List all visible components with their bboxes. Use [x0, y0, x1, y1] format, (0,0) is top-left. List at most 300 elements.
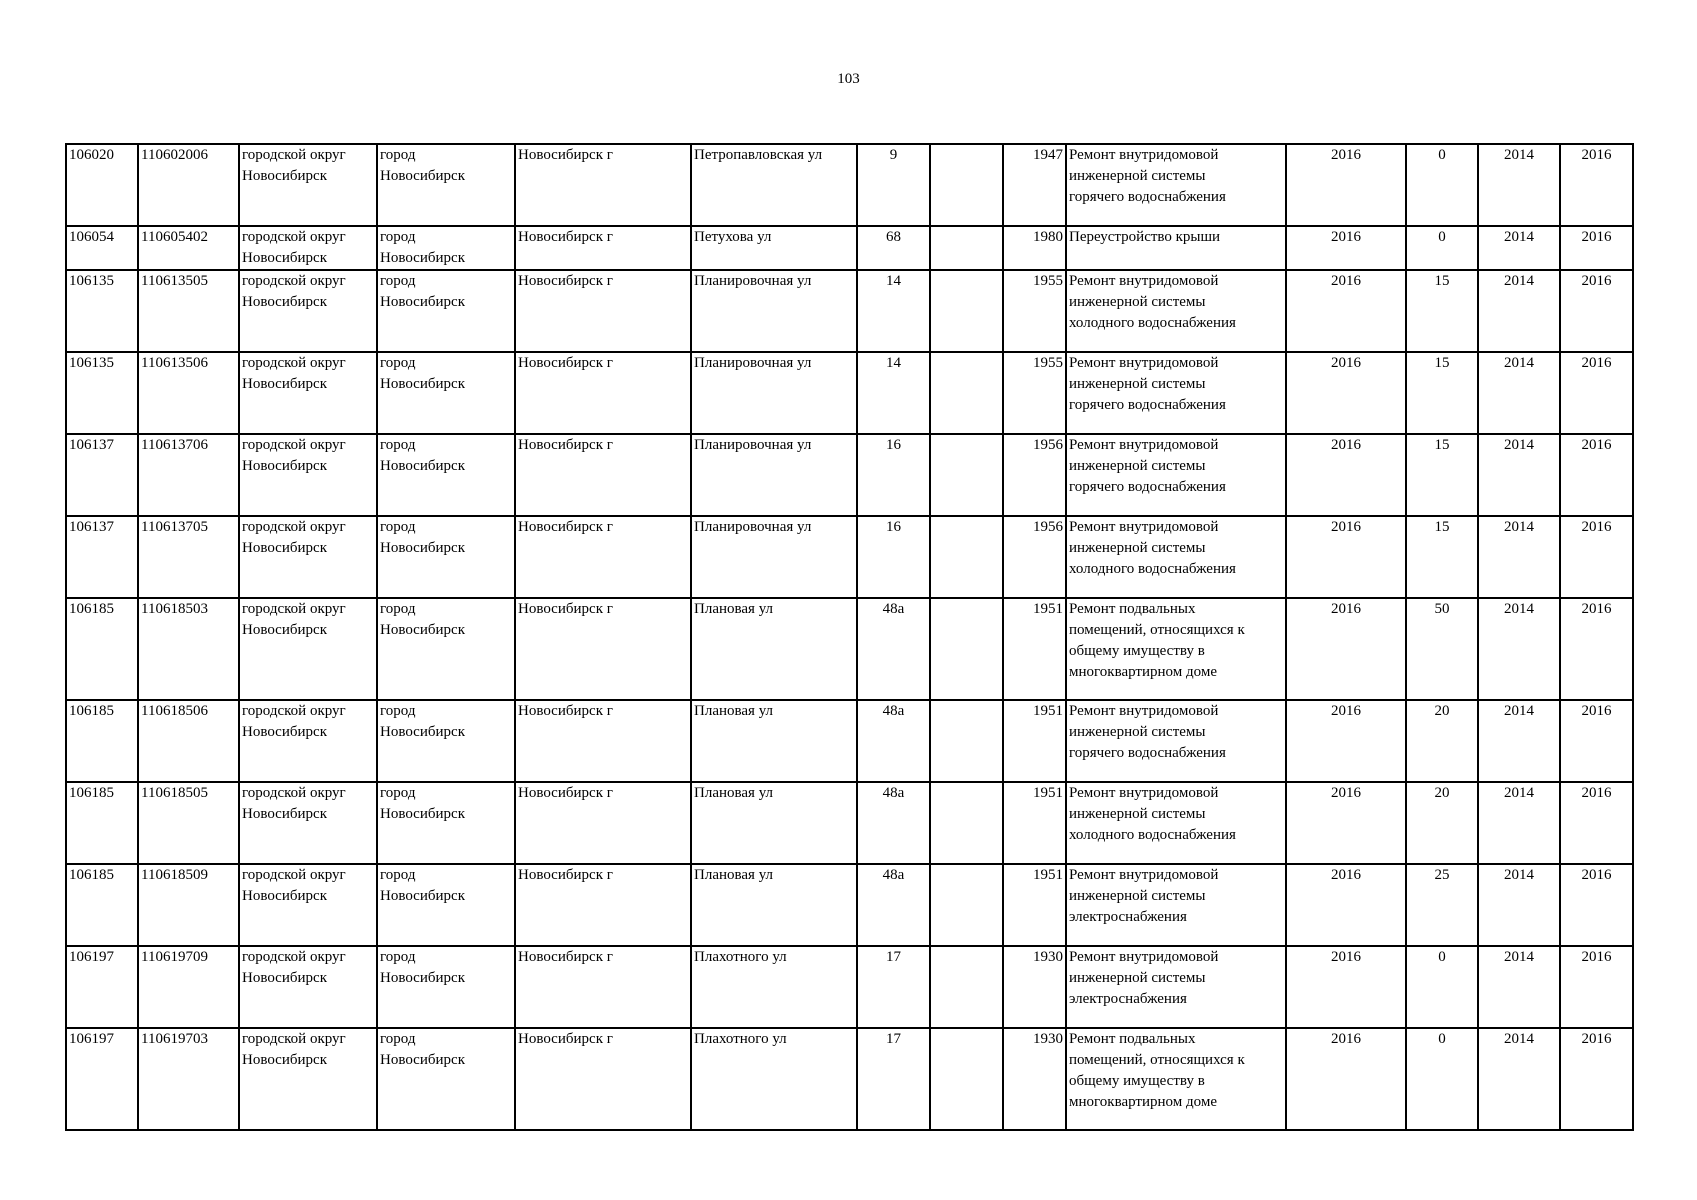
- house-id-cell: [66, 946, 138, 1028]
- cell-text: Ремонт внутридомовой: [1069, 273, 1219, 289]
- cell-text: Новосибирск: [242, 250, 327, 266]
- cell-text: 15: [1434, 519, 1450, 535]
- cell-text: 50: [1434, 601, 1450, 617]
- cell-text: инженерной системы: [1069, 458, 1206, 474]
- cell-text: 2016: [1581, 1031, 1612, 1047]
- district-cell: [239, 1028, 377, 1130]
- cell-text: Новосибирск г: [518, 867, 613, 883]
- element-id-cell: [138, 144, 239, 226]
- cell-text: 25: [1434, 867, 1450, 883]
- year-to-cell: [1560, 516, 1633, 598]
- house-number-cell: [857, 864, 930, 946]
- cell-text: 48а: [882, 703, 905, 719]
- work-type-cell: [1066, 1028, 1286, 1130]
- house-number-cell: [857, 782, 930, 864]
- building-cell: [930, 864, 1003, 946]
- building-cell: [930, 598, 1003, 700]
- cell-text: Новосибирск: [380, 724, 465, 740]
- work-type-cell: [1066, 700, 1286, 782]
- cell-text: Новосибирск: [242, 1052, 327, 1068]
- cell-text: 106054: [69, 229, 114, 245]
- cell-text: город: [380, 785, 416, 801]
- year-built-cell: [1003, 1028, 1066, 1130]
- cell-text: 48а: [882, 867, 905, 883]
- wear-cell: [1406, 226, 1478, 270]
- house-number-cell: [857, 700, 930, 782]
- cell-text: 2016: [1331, 601, 1361, 617]
- cell-text: городской округ: [242, 437, 346, 453]
- plan-year-cell: [1286, 1028, 1406, 1130]
- cell-text: город: [380, 601, 416, 617]
- cell-text: 1951: [1033, 601, 1063, 617]
- cell-text: город: [380, 703, 416, 719]
- cell-text: городской округ: [242, 867, 346, 883]
- cell-text: Ремонт подвальных: [1069, 1031, 1196, 1047]
- year-built-cell: [1003, 700, 1066, 782]
- cell-text: 2014: [1504, 229, 1534, 245]
- cell-text: Планировочная ул: [694, 273, 812, 289]
- cell-text: общему имуществу в: [1069, 643, 1205, 659]
- house-id-cell: [66, 434, 138, 516]
- year-built-cell: [1003, 352, 1066, 434]
- city-cell: [515, 270, 691, 352]
- house-number-cell: [857, 598, 930, 700]
- house-id-cell: [66, 352, 138, 434]
- cell-text: Новосибирск г: [518, 229, 613, 245]
- house-id-cell: [66, 864, 138, 946]
- street-cell: [691, 1028, 857, 1130]
- house-number-cell: [857, 226, 930, 270]
- year-to-cell: [1560, 864, 1633, 946]
- cell-text: 2014: [1504, 437, 1534, 453]
- work-type-cell: [1066, 946, 1286, 1028]
- settlement-cell: [377, 1028, 515, 1130]
- table-row: [66, 782, 1633, 864]
- cell-text: Ремонт внутридомовой: [1069, 519, 1219, 535]
- cell-text: 106137: [69, 437, 114, 453]
- cell-text: 1930: [1033, 949, 1063, 965]
- cell-text: 2016: [1331, 519, 1361, 535]
- cell-text: Планировочная ул: [694, 355, 812, 371]
- wear-cell: [1406, 270, 1478, 352]
- cell-text: Новосибирск г: [518, 601, 613, 617]
- cell-text: 2016: [1581, 703, 1612, 719]
- table-row: [66, 864, 1633, 946]
- cell-text: 106135: [69, 355, 114, 371]
- district-cell: [239, 864, 377, 946]
- building-cell: [930, 226, 1003, 270]
- year-to-cell: [1560, 270, 1633, 352]
- building-cell: [930, 1028, 1003, 1130]
- year-built-cell: [1003, 270, 1066, 352]
- cell-text: Ремонт внутридомовой: [1069, 867, 1219, 883]
- cell-text: 110613506: [141, 355, 208, 371]
- table-row: [66, 700, 1633, 782]
- building-cell: [930, 144, 1003, 226]
- house-id-cell: [66, 598, 138, 700]
- cell-text: город: [380, 949, 416, 965]
- cell-text: инженерной системы: [1069, 540, 1206, 556]
- table-row: [66, 434, 1633, 516]
- cell-text: Ремонт внутридомовой: [1069, 355, 1219, 371]
- cell-text: холодного водоснабжения: [1069, 561, 1236, 577]
- cell-text: инженерной системы: [1069, 888, 1206, 904]
- settlement-cell: [377, 226, 515, 270]
- city-cell: [515, 598, 691, 700]
- cell-text: город: [380, 867, 416, 883]
- building-cell: [930, 946, 1003, 1028]
- year-to-cell: [1560, 782, 1633, 864]
- settlement-cell: [377, 700, 515, 782]
- year-built-cell: [1003, 144, 1066, 226]
- cell-text: 106137: [69, 519, 114, 535]
- year-built-cell: [1003, 226, 1066, 270]
- city-cell: [515, 946, 691, 1028]
- cell-text: 106185: [69, 785, 114, 801]
- cell-text: 48а: [882, 601, 905, 617]
- district-cell: [239, 598, 377, 700]
- cell-text: инженерной системы: [1069, 376, 1206, 392]
- district-cell: [239, 782, 377, 864]
- building-cell: [930, 700, 1003, 782]
- plan-year-cell: [1286, 864, 1406, 946]
- cell-text: 2016: [1581, 147, 1612, 163]
- table-row: [66, 516, 1633, 598]
- work-type-cell: [1066, 864, 1286, 946]
- cell-text: город: [380, 147, 416, 163]
- cell-text: горячего водоснабжения: [1069, 189, 1226, 205]
- cell-text: 106185: [69, 601, 114, 617]
- cell-text: Новосибирск: [380, 1052, 465, 1068]
- table-row: [66, 144, 1633, 226]
- cell-text: Плановая ул: [694, 601, 774, 617]
- street-cell: [691, 144, 857, 226]
- cell-text: Планировочная ул: [694, 519, 812, 535]
- cell-text: 48а: [882, 785, 905, 801]
- building-cell: [930, 270, 1003, 352]
- plan-year-cell: [1286, 946, 1406, 1028]
- work-type-cell: [1066, 516, 1286, 598]
- cell-text: Новосибирск: [380, 806, 465, 822]
- cell-text: 16: [886, 519, 901, 535]
- cell-text: Новосибирск: [242, 540, 327, 556]
- year-built-cell: [1003, 782, 1066, 864]
- cell-text: 1951: [1033, 703, 1063, 719]
- wear-cell: [1406, 144, 1478, 226]
- plan-year-cell: [1286, 700, 1406, 782]
- cell-text: Новосибирск: [242, 376, 327, 392]
- work-type-cell: [1066, 352, 1286, 434]
- settlement-cell: [377, 782, 515, 864]
- cell-text: 1955: [1033, 355, 1063, 371]
- year-built-cell: [1003, 516, 1066, 598]
- cell-text: 15: [1434, 273, 1450, 289]
- cell-text: Новосибирск: [380, 294, 465, 310]
- cell-text: Новосибирск г: [518, 1031, 613, 1047]
- wear-cell: [1406, 946, 1478, 1028]
- cell-text: 2014: [1504, 949, 1534, 965]
- cell-text: Новосибирск г: [518, 437, 613, 453]
- work-type-cell: [1066, 226, 1286, 270]
- cell-text: 106197: [69, 1031, 114, 1047]
- wear-cell: [1406, 352, 1478, 434]
- city-cell: [515, 1028, 691, 1130]
- house-number-cell: [857, 946, 930, 1028]
- cell-text: Новосибирск: [242, 458, 327, 474]
- cell-text: Новосибирск: [242, 294, 327, 310]
- year-built-cell: [1003, 434, 1066, 516]
- house-id-cell: [66, 700, 138, 782]
- capital-repair-table: [65, 143, 1634, 1131]
- year-built-cell: [1003, 946, 1066, 1028]
- cell-text: 15: [1434, 437, 1450, 453]
- element-id-cell: [138, 226, 239, 270]
- cell-text: 2014: [1504, 785, 1534, 801]
- plan-year-cell: [1286, 270, 1406, 352]
- cell-text: 2016: [1581, 785, 1612, 801]
- city-cell: [515, 434, 691, 516]
- cell-text: электроснабжения: [1069, 991, 1187, 1007]
- cell-text: 2016: [1581, 229, 1612, 245]
- plan-year-cell: [1286, 782, 1406, 864]
- year-from-cell: [1478, 352, 1560, 434]
- wear-cell: [1406, 782, 1478, 864]
- cell-text: 1980: [1033, 229, 1063, 245]
- cell-text: электроснабжения: [1069, 909, 1187, 925]
- district-cell: [239, 434, 377, 516]
- cell-text: горячего водоснабжения: [1069, 397, 1226, 413]
- cell-text: 2014: [1504, 273, 1534, 289]
- cell-text: 1951: [1033, 867, 1063, 883]
- cell-text: Новосибирск г: [518, 949, 613, 965]
- year-to-cell: [1560, 352, 1633, 434]
- cell-text: Новосибирск г: [518, 355, 613, 371]
- work-type-cell: [1066, 782, 1286, 864]
- cell-text: инженерной системы: [1069, 806, 1206, 822]
- district-cell: [239, 516, 377, 598]
- cell-text: 1956: [1033, 519, 1063, 535]
- year-to-cell: [1560, 598, 1633, 700]
- cell-text: инженерной системы: [1069, 168, 1206, 184]
- cell-text: Новосибирск: [242, 888, 327, 904]
- cell-text: помещений, относящихся к: [1069, 1052, 1245, 1068]
- cell-text: Ремонт подвальных: [1069, 601, 1196, 617]
- city-cell: [515, 516, 691, 598]
- cell-text: Новосибирск: [380, 888, 465, 904]
- cell-text: 110619709: [141, 949, 208, 965]
- city-cell: [515, 226, 691, 270]
- cell-text: 20: [1434, 703, 1450, 719]
- cell-text: Ремонт внутридомовой: [1069, 785, 1219, 801]
- cell-text: Новосибирск: [380, 168, 465, 184]
- year-built-cell: [1003, 598, 1066, 700]
- cell-text: Плановая ул: [694, 867, 774, 883]
- cell-text: 1930: [1033, 1031, 1063, 1047]
- street-cell: [691, 516, 857, 598]
- district-cell: [239, 226, 377, 270]
- table-row: [66, 946, 1633, 1028]
- house-id-cell: [66, 270, 138, 352]
- cell-text: 2014: [1504, 867, 1534, 883]
- cell-text: 2016: [1331, 785, 1361, 801]
- cell-text: городской округ: [242, 273, 346, 289]
- cell-text: 2016: [1331, 147, 1361, 163]
- cell-text: 110618503: [141, 601, 208, 617]
- street-cell: [691, 700, 857, 782]
- house-number-cell: [857, 352, 930, 434]
- year-from-cell: [1478, 516, 1560, 598]
- cell-text: 2014: [1504, 1031, 1534, 1047]
- cell-text: 9: [889, 147, 898, 163]
- year-to-cell: [1560, 434, 1633, 516]
- cell-text: 2016: [1331, 437, 1361, 453]
- city-cell: [515, 864, 691, 946]
- table-row: [66, 352, 1633, 434]
- cell-text: Новосибирск: [380, 622, 465, 638]
- year-to-cell: [1560, 144, 1633, 226]
- street-cell: [691, 946, 857, 1028]
- cell-text: 110602006: [141, 147, 208, 163]
- cell-text: 2016: [1331, 1031, 1361, 1047]
- wear-cell: [1406, 1028, 1478, 1130]
- element-id-cell: [138, 270, 239, 352]
- house-id-cell: [66, 1028, 138, 1130]
- year-to-cell: [1560, 1028, 1633, 1130]
- table-row: [66, 598, 1633, 700]
- district-cell: [239, 270, 377, 352]
- settlement-cell: [377, 864, 515, 946]
- cell-text: Новосибирск г: [518, 273, 613, 289]
- year-from-cell: [1478, 700, 1560, 782]
- year-from-cell: [1478, 144, 1560, 226]
- cell-text: Петухова ул: [694, 229, 772, 245]
- plan-year-cell: [1286, 434, 1406, 516]
- cell-text: 106020: [69, 147, 114, 163]
- cell-text: город: [380, 355, 416, 371]
- house-number-cell: [857, 516, 930, 598]
- year-to-cell: [1560, 946, 1633, 1028]
- cell-text: 2016: [1581, 867, 1612, 883]
- cell-text: многоквартирном доме: [1069, 1094, 1217, 1110]
- plan-year-cell: [1286, 226, 1406, 270]
- work-type-cell: [1066, 598, 1286, 700]
- cell-text: 2016: [1331, 949, 1361, 965]
- cell-text: Новосибирск: [242, 622, 327, 638]
- work-type-cell: [1066, 434, 1286, 516]
- cell-text: 1956: [1033, 437, 1063, 453]
- settlement-cell: [377, 946, 515, 1028]
- year-from-cell: [1478, 598, 1560, 700]
- element-id-cell: [138, 598, 239, 700]
- settlement-cell: [377, 144, 515, 226]
- cell-text: 2016: [1581, 355, 1612, 371]
- year-built-cell: [1003, 864, 1066, 946]
- cell-text: 1947: [1033, 147, 1063, 163]
- cell-text: 2016: [1581, 437, 1612, 453]
- wear-cell: [1406, 700, 1478, 782]
- year-from-cell: [1478, 434, 1560, 516]
- cell-text: инженерной системы: [1069, 724, 1206, 740]
- cell-text: Новосибирск г: [518, 147, 613, 163]
- district-cell: [239, 352, 377, 434]
- year-from-cell: [1478, 782, 1560, 864]
- cell-text: 106185: [69, 867, 114, 883]
- settlement-cell: [377, 270, 515, 352]
- cell-text: 2016: [1331, 229, 1361, 245]
- element-id-cell: [138, 516, 239, 598]
- cell-text: горячего водоснабжения: [1069, 745, 1226, 761]
- cell-text: горячего водоснабжения: [1069, 479, 1226, 495]
- cell-text: 0: [1438, 949, 1446, 965]
- cell-text: 20: [1434, 785, 1450, 801]
- street-cell: [691, 598, 857, 700]
- cell-text: 2016: [1331, 867, 1361, 883]
- cell-text: 110605402: [141, 229, 208, 245]
- cell-text: город: [380, 229, 416, 245]
- element-id-cell: [138, 1028, 239, 1130]
- cell-text: 16: [886, 437, 901, 453]
- cell-text: Плахотного ул: [694, 1031, 787, 1047]
- street-cell: [691, 352, 857, 434]
- cell-text: Новосибирск: [380, 970, 465, 986]
- cell-text: Плановая ул: [694, 703, 774, 719]
- cell-text: городской округ: [242, 1031, 346, 1047]
- cell-text: многоквартирном доме: [1069, 664, 1217, 680]
- table-row: [66, 270, 1633, 352]
- street-cell: [691, 226, 857, 270]
- city-cell: [515, 782, 691, 864]
- year-from-cell: [1478, 270, 1560, 352]
- wear-cell: [1406, 864, 1478, 946]
- house-id-cell: [66, 144, 138, 226]
- cell-text: Новосибирск: [242, 724, 327, 740]
- cell-text: Новосибирск г: [518, 703, 613, 719]
- cell-text: Новосибирск: [380, 250, 465, 266]
- cell-text: город: [380, 1031, 416, 1047]
- house-number-cell: [857, 144, 930, 226]
- wear-cell: [1406, 598, 1478, 700]
- cell-text: 110613706: [141, 437, 208, 453]
- year-from-cell: [1478, 226, 1560, 270]
- cell-text: 1955: [1033, 273, 1063, 289]
- plan-year-cell: [1286, 144, 1406, 226]
- settlement-cell: [377, 516, 515, 598]
- district-cell: [239, 144, 377, 226]
- building-cell: [930, 434, 1003, 516]
- cell-text: 106135: [69, 273, 114, 289]
- cell-text: 0: [1438, 229, 1446, 245]
- cell-text: общему имуществу в: [1069, 1073, 1205, 1089]
- settlement-cell: [377, 598, 515, 700]
- street-cell: [691, 434, 857, 516]
- year-from-cell: [1478, 1028, 1560, 1130]
- cell-text: Плахотного ул: [694, 949, 787, 965]
- cell-text: Петропавловская ул: [694, 147, 823, 163]
- cell-text: 17: [886, 949, 901, 965]
- cell-text: город: [380, 437, 416, 453]
- element-id-cell: [138, 864, 239, 946]
- year-to-cell: [1560, 700, 1633, 782]
- cell-text: Новосибирск: [380, 376, 465, 392]
- cell-text: Ремонт внутридомовой: [1069, 949, 1219, 965]
- cell-text: Новосибирск: [242, 970, 327, 986]
- cell-text: Плановая ул: [694, 785, 774, 801]
- page-number: 103: [837, 71, 860, 87]
- street-cell: [691, 864, 857, 946]
- cell-text: 110618506: [141, 703, 208, 719]
- plan-year-cell: [1286, 352, 1406, 434]
- cell-text: Новосибирск: [242, 806, 327, 822]
